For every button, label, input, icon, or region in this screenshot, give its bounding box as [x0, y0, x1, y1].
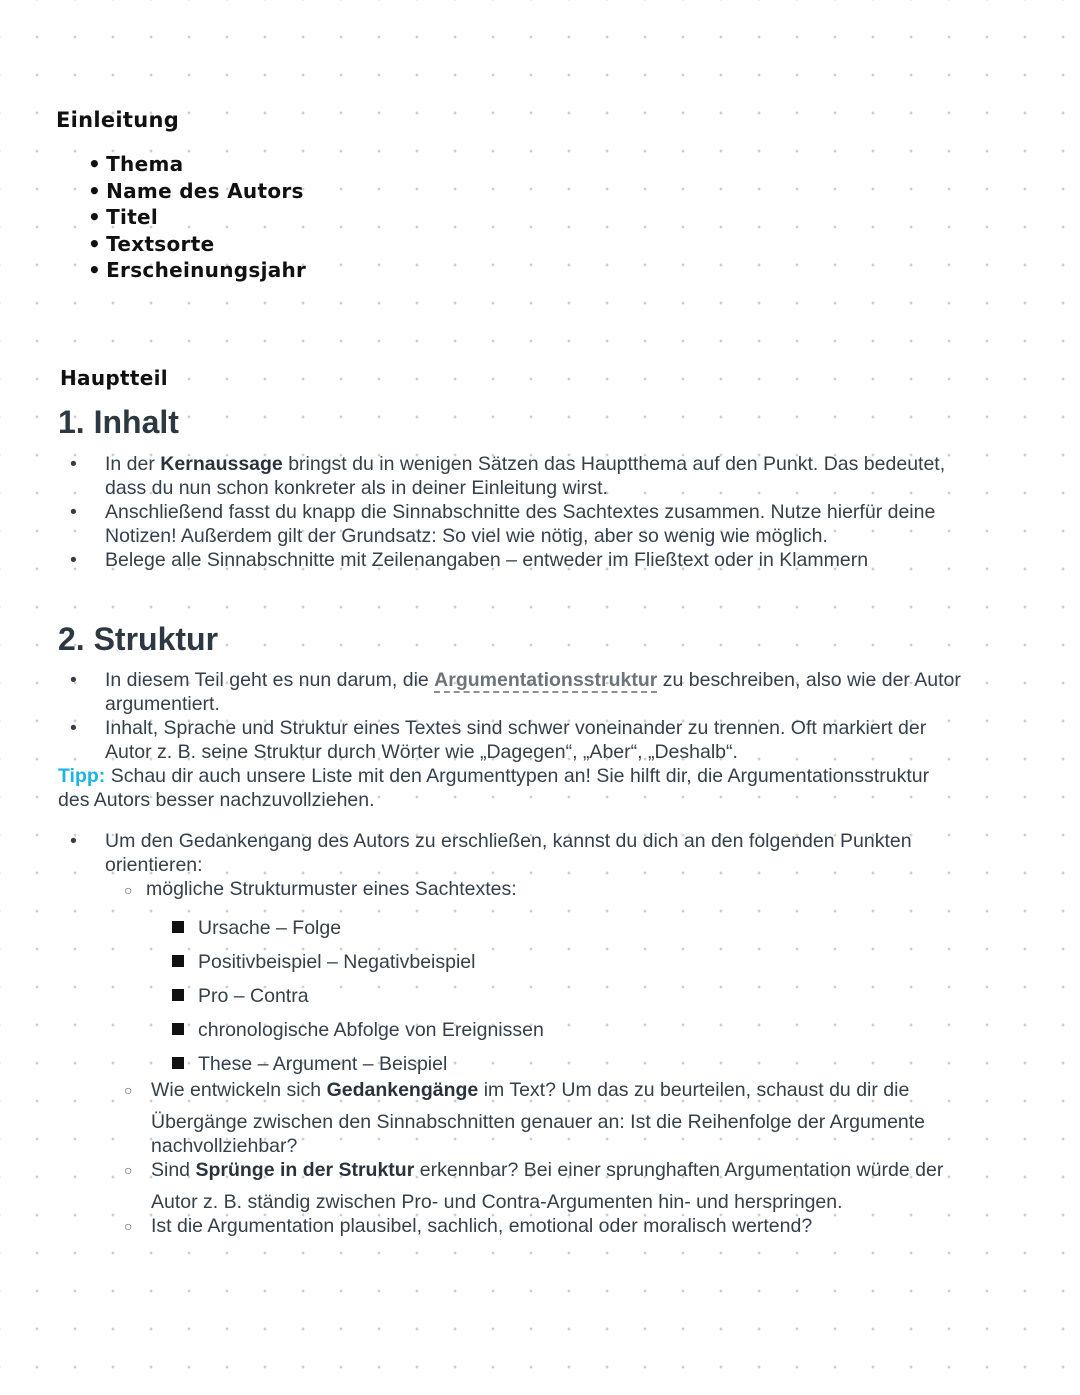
- list-item: • Name des Autors: [88, 178, 306, 205]
- list-item: • Thema: [88, 151, 306, 178]
- list-item: • Titel: [88, 204, 306, 231]
- circle-bullet-icon: ○: [124, 882, 133, 898]
- tipp-note: Tipp: Schau dir auch unsere Liste mit den Argumenttypen an! Sie hilft dir, die Argumentationsstruktur des Autors besser nachzuvollziehen.: [58, 765, 930, 811]
- inhalt-bullets: [0, 452, 1040, 572]
- strukturmuster-label: ○ mögliche Strukturmuster eines Sachtextes:: [124, 878, 517, 900]
- bullet-icon: •: [70, 717, 77, 739]
- gedankengang-bullets: [0, 829, 1040, 877]
- argumentationsstruktur-link[interactable]: Argumentationsstruktur: [434, 669, 658, 691]
- list-item: • Erscheinungsjahr: [88, 257, 306, 284]
- list-item: • Um den Gedankengang des Autors zu erschließen, kannst du dich an den folgenden Punkten orientieren:: [70, 830, 912, 876]
- list-item: ○ Wie entwickeln sich Gedankengänge im Text? Um das zu beurteilen, schaust du dir die: [124, 1079, 910, 1101]
- einleitung-list: [88, 151, 306, 284]
- circle-bullet-icon: ○: [124, 1162, 133, 1178]
- tipp-label: Tipp:: [58, 765, 106, 787]
- bullet-icon: •: [70, 501, 77, 523]
- fragen-list: ○ Wie entwickeln sich Gedankengänge im Text? Um das zu beurteilen, schaust du dir die Übergänge zwischen den Sinnabschnitten genauer an: Ist die Reihenfolge der Argumente nachvollziehbar? ○ Sind Sprünge in der Struktur erkennbar? Bei einer sprunghaften Argumentation würde der Autor z. B. ständig zwischen Pro- und Contra-Argumenten hin- und herspringen. ○ Ist die Argumentation plausibel, sachlich, emotional oder moralisch wertend?: [124, 1078, 1024, 1238]
- list-item: Pro – Contra: [172, 984, 544, 1018]
- list-item: • Belege alle Sinnabschnitte mit Zeilenangaben – entweder im Fließtext oder in Klammern: [70, 549, 869, 571]
- section-title-inhalt: 1. Inhalt: [58, 404, 179, 440]
- list-item: These – Argument – Beispiel: [172, 1052, 544, 1086]
- list-item: Positivbeispiel – Negativbeispiel: [172, 950, 544, 984]
- square-bullet-icon: [172, 955, 184, 967]
- list-item: • Anschließend fasst du knapp die Sinnabschnitte des Sachtextes zusammen. Nutze hierfür deine Notizen! Außerdem gilt der Grundsatz: So viel wie nötig, aber so wenig wie möglich.: [70, 501, 936, 547]
- list-item: Ursache – Folge: [172, 916, 544, 950]
- keyword-kernaussage: Kernaussage: [160, 453, 283, 475]
- square-bullet-icon: [172, 1057, 184, 1069]
- circle-bullet-icon: ○: [124, 1218, 133, 1234]
- square-bullet-icon: [172, 921, 184, 933]
- list-item: chronologische Abfolge von Ereignissen: [172, 1018, 544, 1052]
- list-item: ○ Ist die Argumentation plausibel, sachlich, emotional oder moralisch wertend?: [124, 1215, 813, 1237]
- bullet-icon: •: [70, 549, 77, 571]
- bullet-icon: •: [70, 830, 77, 852]
- square-bullet-icon: [172, 989, 184, 1001]
- struktur-bullets: [0, 668, 1040, 764]
- einleitung-heading: Einleitung: [56, 108, 180, 132]
- strukturmuster-list: [172, 916, 544, 1086]
- list-item: ○ Sind Sprünge in der Struktur erkennbar? Bei einer sprunghaften Argumentation würde der: [124, 1159, 944, 1181]
- list-item: • In der Kernaussage bringst du in wenigen Sätzen das Hauptthema auf den Punkt. Das bedeutet, dass du nun schon konkreter als in deiner Einleitung wirst.: [70, 453, 946, 499]
- list-item: • In diesem Teil geht es nun darum, die Argumentationsstruktur zu beschreiben, also wie der Autor argumentiert.: [70, 669, 961, 715]
- circle-bullet-icon: ○: [124, 1082, 133, 1098]
- hauptteil-heading: Hauptteil: [60, 366, 168, 390]
- keyword-gedankengaenge: Gedankengänge: [326, 1079, 479, 1101]
- keyword-spruenge: Sprünge in der Struktur: [195, 1159, 415, 1181]
- bullet-icon: •: [70, 669, 77, 691]
- section-title-struktur: 2. Struktur: [58, 621, 219, 657]
- bullet-icon: •: [70, 453, 77, 475]
- square-bullet-icon: [172, 1023, 184, 1035]
- list-item: • Inhalt, Sprache und Struktur eines Textes sind schwer voneinander zu trennen. Oft markiert der Autor z. B. seine Struktur durch Wörter wie „Dagegen“, „Aber“, „Deshalb“.: [70, 717, 927, 763]
- list-item: • Textsorte: [88, 231, 306, 258]
